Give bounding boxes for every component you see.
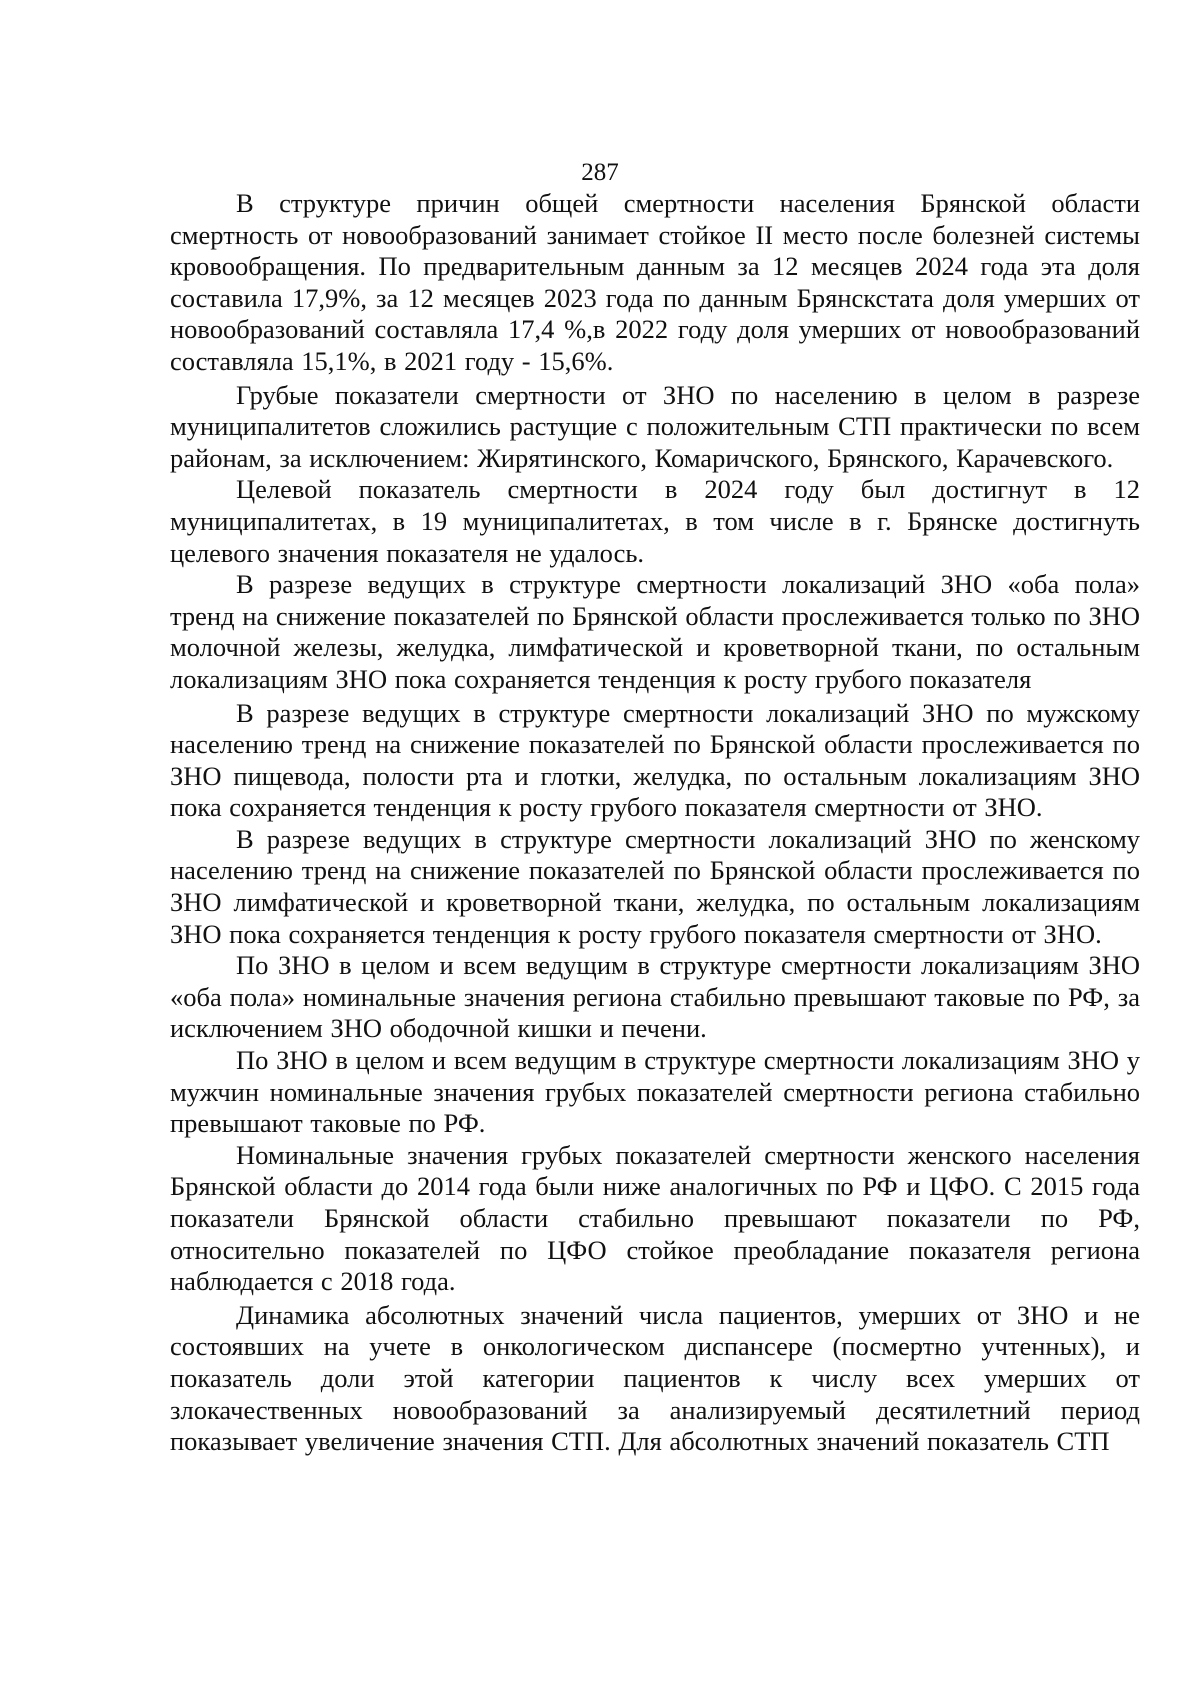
paragraph-female-trend: В разрезе ведущих в структуре смертности локализаций ЗНО по женскому населению тренд на снижение показателей по Брянской области прослеживается по ЗНО лимфатической и кроветворной ткани, желудка, по остальным локализациям ЗНО пока сохраняется тенденция к росту грубого показателя смертности от ЗНО. bbox=[170, 823, 1140, 949]
paragraph-both-sexes-trend: В разрезе ведущих в структуре смертности локализаций ЗНО «оба пола» тренд на снижение показателей по Брянской области прослеживается только по ЗНО молочной железы, желудка, лимфатической и кроветворной ткани, по остальным локализациям ЗНО пока сохраняется тенденция к росту грубого показателя bbox=[170, 569, 1140, 694]
paragraph-male-comparison: По ЗНО в целом и всем ведущим в структуре смертности локализациям ЗНО у мужчин номинальные значения грубых показателей смертности региона стабильно превышают таковые по РФ. bbox=[170, 1045, 1140, 1139]
paragraph-male-trend: В разрезе ведущих в структуре смертности локализаций ЗНО по мужскому населению тренд на снижение показателей по Брянской области прослеживается по ЗНО пищевода, полости рта и глотки, желудка, по остальным локализациям ЗНО пока сохраняется тенденция к росту грубого показателя смертности от ЗНО. bbox=[170, 697, 1140, 823]
paragraph-posthumous-dynamics: Динамика абсолютных значений числа пациентов, умерших от ЗНО и не состоявших на учете в онкологическом диспансере (посмертно учтенных), и показатель доли этой категории пациентов к числу всех умерших от злокачественных новообразований за анализируемый десятилетний период показывает увеличение значения СТП. Для абсолютных значений показатель СТП bbox=[170, 1299, 1140, 1457]
document-body bbox=[170, 188, 1140, 1458]
paragraph-mortality-structure: В структуре причин общей смертности населения Брянской области смертность от новообразований занимает стойкое II место после болезней системы кровообращения. По предварительным данным за 12 месяцев 2024 года эта доля составила 17,9%, за 12 месяцев 2023 года по данным Брянскстата доля умерших от новообразований составляла 17,4 %,в 2022 году доля умерших от новообразований составляла 15,1%, в 2021 году - 15,6%. bbox=[170, 188, 1140, 376]
page-number: 287 bbox=[581, 159, 619, 186]
paragraph-both-sexes-comparison: По ЗНО в целом и всем ведущим в структуре смертности локализациям ЗНО «оба пола» номинальные значения региона стабильно превышают таковые по РФ, за исключением ЗНО ободочной кишки и печени. bbox=[170, 950, 1140, 1044]
paragraph-municipal-indicators: Грубые показатели смертности от ЗНО по населению в целом в разрезе муниципалитетов сложились растущие с положительным СТП практически по всем районам, за исключением: Жирятинского, Комаричского, Брянского, Карачевского. bbox=[170, 379, 1140, 473]
paragraph-female-comparison: Номинальные значения грубых показателей смертности женского населения Брянской области до 2014 года были ниже аналогичных по РФ и ЦФО. С 2015 года показатели Брянской области стабильно превышают показатели по РФ, относительно показателей по ЦФО стойкое преобладание показателя региона наблюдается с 2018 года. bbox=[170, 1139, 1140, 1297]
paragraph-target-indicator: Целевой показатель смертности в 2024 году был достигнут в 12 муниципалитетах, в 19 муниципалитетах, в том числе в г. Брянске достигнуть целевого значения показателя не удалось. bbox=[170, 474, 1140, 568]
